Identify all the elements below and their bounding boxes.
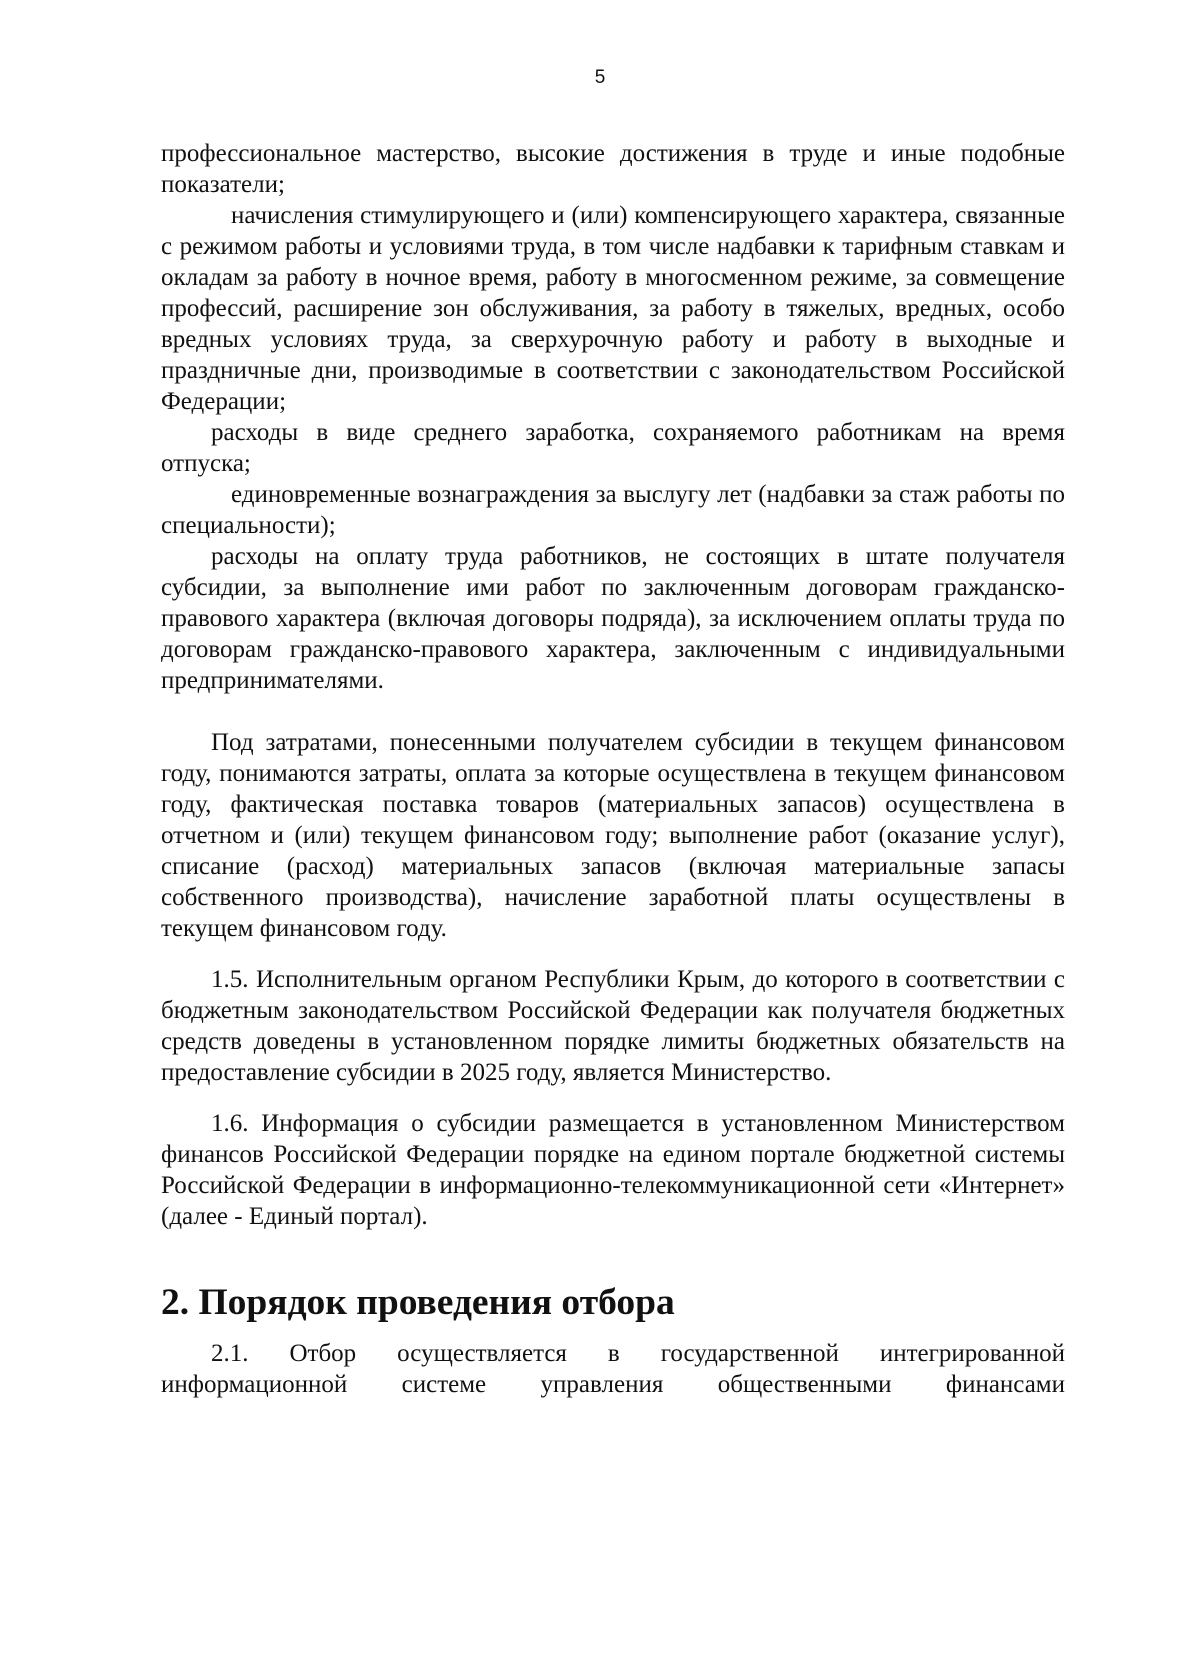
paragraph-seniority-bonus: единовременные вознаграждения за выслугу лет (надбавки за стаж работы по специальности); bbox=[161, 481, 1065, 539]
paragraph-vacation-pay: расходы в виде среднего заработка, сохраняемого работникам на время отпуска; bbox=[161, 419, 1065, 477]
document-body bbox=[161, 138, 1065, 1400]
section-heading: 2. Порядок проведения отбора bbox=[161, 1282, 675, 1323]
paragraph-1-5: 1.5. Исполнительным органом Республики Крым, до которого в соответствии с бюджетным законодательством Российской Федерации как получателя бюджетных средств доведены в установленном порядке лимиты бюджетных обязательств на предоставление субсидии в 2025 году, является Министерство. bbox=[161, 966, 1065, 1086]
paragraph-stimulating-payments: начисления стимулирующего и (или) компенсирующего характера, связанные с режимом работы и условиями труда, в том числе надбавки к тарифным ставкам и окладам за работу в ночное время, работу в многосменном режиме, за совмещение профессий, расширение зон обслуживания, за работу в тяжелых, вредных, особо вредных условиях труда, за сверхурочную работу и работу в выходные и праздничные дни, производимые в соответствии с законодательством Российской Федерации; bbox=[161, 202, 1065, 415]
paragraph-contract-labor: расходы на оплату труда работников, не состоящих в штате получателя субсидии, за выполнение ими работ по заключенным договорам гражданско-правового характера (включая договоры подряда), за исключением оплаты труда по договорам гражданско-правового характера, заключенным с индивидуальными предпринимателями. bbox=[161, 543, 1065, 694]
paragraph-costs-definition: Под затратами, понесенными получателем субсидии в текущем финансовом году, понимаются затраты, оплата за которые осуществлена в текущем финансовом году, фактическая поставка товаров (материальных запасов) осуществлена в отчетном и (или) текущем финансовом году; выполнение работ (оказание услуг), списание (расход) материальных запасов (включая материальные запасы собственного производства), начисление заработной платы осуществлены в текущем финансовом году. bbox=[161, 729, 1065, 942]
paragraph-2-1: 2.1. Отбор осуществляется в государственной интегрированной информационной системе управления общественными финансами bbox=[161, 1340, 1065, 1398]
paragraph-1-6: 1.6. Информация о субсидии размещается в установленном Министерством финансов Российской Федерации порядке на едином портале бюджетной системы Российской Федерации в информационно-телекоммуникационной сети «Интернет» (далее - Единый портал). bbox=[161, 1110, 1065, 1230]
page-number: 5 bbox=[594, 67, 606, 88]
paragraph-achievements: профессиональное мастерство, высокие достижения в труде и иные подобные показатели; bbox=[161, 140, 1065, 198]
